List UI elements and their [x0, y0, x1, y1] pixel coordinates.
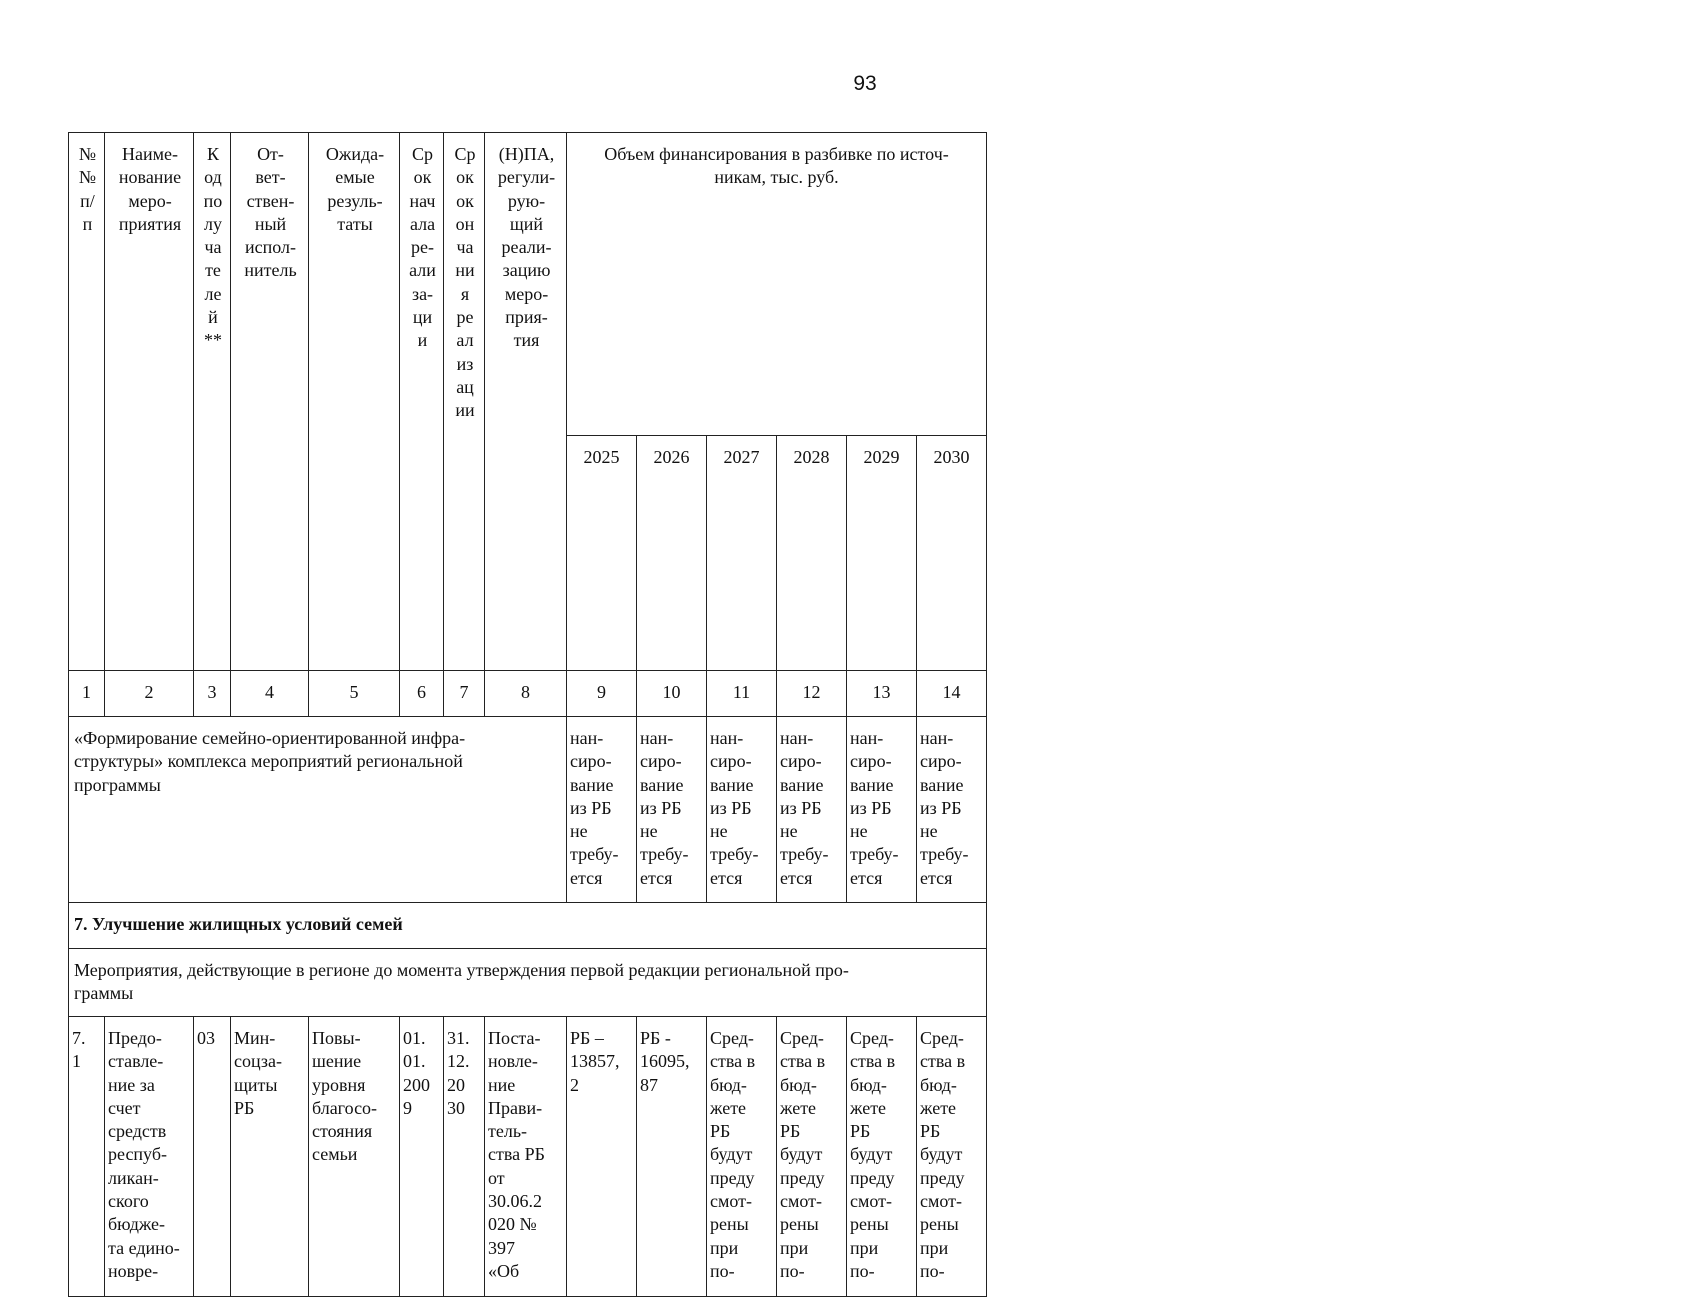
cell-line: я — [460, 283, 470, 304]
cell-line: требу- — [780, 844, 829, 865]
cell-line: вание — [920, 774, 964, 795]
column-number: 10 — [637, 671, 707, 717]
year-2025: 2025 — [567, 436, 637, 671]
header-col-results — [309, 133, 400, 671]
header-col-start — [400, 133, 444, 671]
cell-line: ** — [204, 330, 222, 351]
cell-line: вет- — [255, 167, 286, 188]
cell-line: нитель — [244, 260, 297, 281]
cell-line: РБ — [710, 1121, 731, 1142]
column-number: 11 — [707, 671, 777, 717]
cell-line: РБ – — [570, 1028, 604, 1048]
cell-line: смот- — [850, 1191, 893, 1212]
cell-line: емые — [335, 167, 375, 188]
cell-line: 7. — [72, 1028, 86, 1048]
cell-line: 12. — [447, 1051, 470, 1072]
row-funding-2027 — [707, 1017, 777, 1297]
cell-line: нан- — [570, 728, 604, 748]
cell-line: бюд- — [920, 1074, 957, 1095]
cell-line: «Об — [488, 1260, 520, 1281]
row-code: 03 — [194, 1017, 231, 1297]
cell-line: сиро- — [780, 751, 822, 772]
cell-line: ликан- — [108, 1167, 159, 1188]
cell-line: ется — [920, 867, 953, 888]
cell-line: щиты — [234, 1074, 278, 1095]
cell-line: программы — [74, 774, 161, 795]
cell-line: ние за — [108, 1074, 155, 1095]
year-2027: 2027 — [707, 436, 777, 671]
cell-line: сиро- — [920, 751, 962, 772]
row-funding-2029 — [847, 1017, 917, 1297]
header-col-code — [194, 133, 231, 671]
cell-line: али — [409, 260, 436, 281]
cell-line: не — [640, 821, 658, 842]
cell-line: ства в — [710, 1051, 756, 1072]
year-2030: 2030 — [917, 436, 987, 671]
cell-line: РБ — [780, 1121, 801, 1142]
cell-line: К — [206, 144, 219, 164]
cell-line: й — [208, 307, 218, 328]
cell-line: ние — [488, 1074, 516, 1095]
cell-line: реали- — [501, 237, 552, 258]
subsection-text — [69, 949, 987, 1017]
subsection-row — [69, 949, 987, 1017]
cell-line: из РБ — [570, 797, 612, 818]
cell-line: Наиме- — [122, 144, 178, 164]
row-funding-2028 — [777, 1017, 847, 1297]
cell-line: требу- — [710, 844, 759, 865]
header-col-number — [69, 133, 105, 671]
column-number: 3 — [194, 671, 231, 717]
row-results — [309, 1017, 400, 1297]
header-col-npa — [485, 133, 567, 671]
cell-line: Сред- — [710, 1028, 754, 1048]
cell-line: из — [456, 353, 474, 374]
cell-line: 31. — [447, 1028, 470, 1048]
cell-line: ствен- — [246, 190, 295, 211]
cell-line: преду — [850, 1167, 895, 1188]
cell-line: Предо- — [108, 1028, 162, 1048]
cell-line: не — [570, 821, 588, 842]
column-numbers-row — [69, 671, 987, 717]
cell-line: ни — [455, 260, 475, 281]
cell-line: сиро- — [710, 751, 752, 772]
row-funding-2030 — [917, 1017, 987, 1297]
cell-line: 397 — [488, 1237, 515, 1258]
cell-line: рены — [780, 1214, 819, 1235]
intro-row — [69, 717, 987, 903]
cell-line: ского — [108, 1191, 149, 1212]
cell-line: при — [780, 1237, 809, 1258]
cell-line: РБ — [234, 1097, 255, 1118]
cell-line: бюд- — [850, 1074, 887, 1095]
section-title: 7. Улучшение жилищных условий семей — [69, 903, 987, 949]
column-number: 13 — [847, 671, 917, 717]
cell-line: ства в — [780, 1051, 826, 1072]
cell-line: нование — [118, 167, 182, 188]
cell-line: ац — [456, 376, 474, 397]
cell-line: жете — [920, 1097, 957, 1118]
cell-line: Ср — [454, 144, 476, 164]
cell-line: РБ - — [640, 1028, 671, 1048]
cell-line: семьи — [312, 1144, 358, 1165]
funding-cell-2025 — [567, 717, 637, 903]
cell-line: Поста- — [488, 1028, 541, 1048]
cell-line: благосо- — [312, 1097, 378, 1118]
cell-line: 01. — [403, 1028, 426, 1048]
cell-line: ала — [409, 213, 436, 234]
row-funding-2025 — [567, 1017, 637, 1297]
cell-line: нан- — [920, 728, 954, 748]
cell-line: при — [710, 1237, 739, 1258]
cell-line: новле- — [488, 1051, 538, 1072]
cell-line: регули- — [497, 167, 556, 188]
cell-line: ный — [254, 213, 287, 234]
column-number: 5 — [309, 671, 400, 717]
funding-cell-2029 — [847, 717, 917, 903]
cell-line: жете — [850, 1097, 887, 1118]
cell-line: № — [78, 144, 97, 164]
cell-line: преду — [920, 1167, 965, 1188]
cell-line: сиро- — [570, 751, 612, 772]
cell-line: сиро- — [850, 751, 892, 772]
cell-line: будут — [780, 1144, 823, 1165]
cell-line: ется — [640, 867, 673, 888]
cell-line: рены — [920, 1214, 959, 1235]
cell-line: рены — [850, 1214, 889, 1235]
cell-line: лу — [204, 213, 222, 234]
cell-line: шение — [312, 1051, 362, 1072]
cell-line: требу- — [920, 844, 969, 865]
cell-line: будут — [850, 1144, 893, 1165]
cell-line: Прави- — [488, 1097, 543, 1118]
cell-line: соцза- — [234, 1051, 282, 1072]
cell-line: вание — [570, 774, 614, 795]
cell-line: из РБ — [850, 797, 892, 818]
cell-line: уровня — [312, 1074, 366, 1095]
cell-line: приятия — [118, 213, 182, 234]
header-col-name — [105, 133, 194, 671]
cell-line: не — [850, 821, 868, 842]
column-number: 4 — [231, 671, 309, 717]
cell-line: будут — [920, 1144, 963, 1165]
cell-line: 01. — [403, 1051, 426, 1072]
cell-line: бюд- — [780, 1074, 817, 1095]
cell-line: 200 — [403, 1074, 430, 1095]
cell-line: от — [488, 1167, 505, 1188]
cell-line: Сред- — [850, 1028, 894, 1048]
cell-line: вание — [640, 774, 684, 795]
cell-line: ре — [456, 307, 474, 328]
cell-line: РБ — [850, 1121, 871, 1142]
cell-line: бюд- — [710, 1074, 747, 1095]
cell-line: из РБ — [710, 797, 752, 818]
cell-line: Сред- — [780, 1028, 824, 1048]
cell-line: вание — [850, 774, 894, 795]
cell-line: счет — [108, 1097, 141, 1118]
funding-cell-2028 — [777, 717, 847, 903]
cell-line: по- — [710, 1260, 735, 1281]
cell-line: по- — [920, 1260, 945, 1281]
cell-line: при — [920, 1237, 949, 1258]
cell-line: из РБ — [640, 797, 682, 818]
cell-line: за- — [411, 283, 434, 304]
row-number — [69, 1017, 105, 1297]
cell-line: прия- — [505, 307, 548, 328]
cell-line: Ожида- — [325, 144, 385, 164]
cell-line: тель- — [488, 1121, 528, 1142]
header-financing-title — [567, 133, 987, 436]
cell-line: зацию — [502, 260, 551, 281]
cell-line: ется — [850, 867, 883, 888]
cell-line: ре- — [411, 237, 434, 258]
cell-line: Мероприятия, действующие в регионе до момента утверждения первой редакции региональной про- — [74, 960, 849, 980]
cell-line: нан- — [710, 728, 744, 748]
row-funding-2026 — [637, 1017, 707, 1297]
cell-line: ча — [204, 237, 222, 258]
cell-line: 1 — [72, 1051, 81, 1072]
table-row — [69, 1017, 987, 1297]
cell-line: и — [417, 330, 428, 351]
cell-line: меро- — [128, 190, 172, 211]
cell-line: граммы — [74, 983, 134, 1004]
cell-line: Ср — [411, 144, 433, 164]
cell-line: ии — [455, 400, 475, 421]
cell-line: таты — [337, 213, 373, 234]
column-number: 8 — [485, 671, 567, 717]
cell-line: никам, тыс. руб. — [714, 167, 839, 188]
cell-line: вание — [710, 774, 754, 795]
cell-line: преду — [710, 1167, 755, 1188]
row-start-date — [400, 1017, 444, 1297]
year-2026: 2026 — [637, 436, 707, 671]
cell-line: по- — [850, 1260, 875, 1281]
cell-line: по — [203, 190, 223, 211]
cell-line: п/ — [80, 190, 95, 211]
cell-line: смот- — [920, 1191, 963, 1212]
cell-line: 20 — [447, 1074, 465, 1095]
cell-line: не — [920, 821, 938, 842]
cell-line: От- — [257, 144, 284, 164]
column-number: 12 — [777, 671, 847, 717]
cell-line: смот- — [710, 1191, 753, 1212]
cell-line: «Формирование семейно-ориентированной инфра- — [74, 728, 466, 748]
cell-line: он — [455, 213, 475, 234]
row-npa — [485, 1017, 567, 1297]
funding-cell-2030 — [917, 717, 987, 903]
cell-line: ставле- — [108, 1051, 164, 1072]
cell-line: ства в — [920, 1051, 966, 1072]
cell-line: из РБ — [920, 797, 962, 818]
year-2028: 2028 — [777, 436, 847, 671]
cell-line: ок — [456, 190, 474, 211]
cell-line: Сред- — [920, 1028, 964, 1048]
cell-line: Объем финансирования в разбивке по источ- — [604, 144, 949, 164]
cell-line: ется — [570, 867, 603, 888]
cell-line: ле — [204, 283, 222, 304]
cell-line: будут — [710, 1144, 753, 1165]
financing-table — [68, 132, 987, 1297]
cell-line: испол- — [245, 237, 296, 258]
cell-line: те — [205, 260, 221, 281]
cell-line: респуб- — [108, 1144, 167, 1165]
cell-line: щий — [509, 213, 544, 234]
cell-line: нан- — [780, 728, 814, 748]
cell-line: Мин- — [234, 1028, 276, 1048]
cell-line: нан- — [640, 728, 674, 748]
cell-line: резуль- — [327, 190, 383, 211]
column-number: 9 — [567, 671, 637, 717]
cell-line: тия — [513, 330, 540, 351]
header-col-end — [444, 133, 485, 671]
cell-line: 2 — [570, 1074, 579, 1095]
cell-line: средств — [108, 1121, 167, 1142]
cell-line: 30 — [447, 1097, 465, 1118]
row-end-date — [444, 1017, 485, 1297]
cell-line: вание — [780, 774, 824, 795]
cell-line: ал — [456, 330, 474, 351]
cell-line: новре- — [108, 1260, 159, 1281]
cell-line: 16095, — [640, 1051, 690, 1072]
cell-line: требу- — [640, 844, 689, 865]
cell-line: жете — [710, 1097, 747, 1118]
cell-line: ется — [780, 867, 813, 888]
cell-line: требу- — [850, 844, 899, 865]
cell-line: од — [204, 167, 222, 188]
cell-line: ча — [456, 237, 474, 258]
cell-line: 9 — [403, 1097, 412, 1118]
cell-line: при — [850, 1237, 879, 1258]
cell-line: меро- — [504, 283, 549, 304]
cell-line: ци — [412, 307, 433, 328]
column-number: 1 — [69, 671, 105, 717]
cell-line: 13857, — [570, 1051, 620, 1072]
funding-cell-2027 — [707, 717, 777, 903]
cell-line: преду — [780, 1167, 825, 1188]
row-executor — [231, 1017, 309, 1297]
column-number: 14 — [917, 671, 987, 717]
cell-line: нан- — [850, 728, 884, 748]
cell-line: структуры» комплекса мероприятий региональной — [74, 751, 463, 772]
funding-cell-2026 — [637, 717, 707, 903]
column-number: 7 — [444, 671, 485, 717]
cell-line: не — [780, 821, 798, 842]
cell-line: по- — [780, 1260, 805, 1281]
header-row — [69, 133, 987, 436]
cell-line: рены — [710, 1214, 749, 1235]
cell-line: п — [82, 213, 93, 234]
section-row — [69, 903, 987, 949]
cell-line: РБ — [920, 1121, 941, 1142]
cell-line: ется — [710, 867, 743, 888]
column-number: 6 — [400, 671, 444, 717]
cell-line: (Н)ПА, — [498, 144, 555, 164]
cell-line: сиро- — [640, 751, 682, 772]
row-name — [105, 1017, 194, 1297]
page-number: 93 — [853, 72, 877, 95]
cell-line: 020 № — [488, 1214, 537, 1235]
cell-line: 30.06.2 — [488, 1191, 542, 1212]
cell-line: не — [710, 821, 728, 842]
year-2029: 2029 — [847, 436, 917, 671]
cell-line: требу- — [570, 844, 619, 865]
cell-line: № — [78, 167, 97, 188]
cell-line: ства РБ — [488, 1144, 545, 1165]
cell-line: бюдже- — [108, 1214, 166, 1235]
cell-line: 87 — [640, 1074, 658, 1095]
cell-line: ства в — [850, 1051, 896, 1072]
cell-line: из РБ — [780, 797, 822, 818]
cell-line: ок — [413, 167, 432, 188]
cell-line: стояния — [312, 1121, 373, 1142]
cell-line: та едино- — [108, 1237, 180, 1258]
cell-line: жете — [780, 1097, 817, 1118]
cell-line: ок — [456, 167, 474, 188]
cell-line: нач — [409, 190, 436, 211]
cell-line: смот- — [780, 1191, 823, 1212]
header-col-executor — [231, 133, 309, 671]
cell-line: Повы- — [312, 1028, 361, 1048]
column-number: 2 — [105, 671, 194, 717]
cell-line: рую- — [507, 190, 546, 211]
intro-text — [69, 717, 567, 903]
